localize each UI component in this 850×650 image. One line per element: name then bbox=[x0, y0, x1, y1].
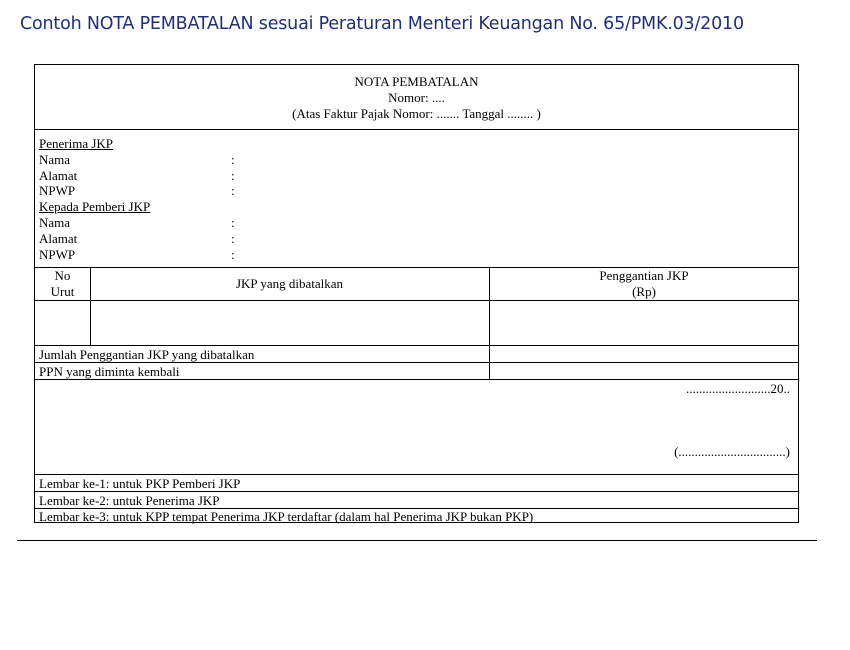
bottom-rule bbox=[17, 540, 817, 541]
col-penggantian-label-2: (Rp) bbox=[632, 284, 656, 299]
pemberi-alamat-colon: : bbox=[231, 231, 235, 246]
penerima-npwp-label: NPWP bbox=[39, 183, 76, 198]
summary-row-divider bbox=[35, 362, 798, 363]
form-atas-faktur: (Atas Faktur Pajak Nomor: ....... Tanggal ........ ) bbox=[292, 106, 541, 121]
penerima-nama-label: Nama bbox=[39, 152, 71, 167]
lembar-divider-1 bbox=[35, 491, 798, 492]
col-no-label-2: Urut bbox=[50, 284, 75, 299]
pemberi-npwp-colon: : bbox=[231, 247, 235, 262]
penerima-nama-colon: : bbox=[231, 152, 235, 167]
pemberi-heading: Kepada Pemberi JKP bbox=[39, 199, 151, 214]
divider-header bbox=[35, 129, 798, 130]
pemberi-nama-colon: : bbox=[231, 215, 235, 230]
penerima-alamat-label: Alamat bbox=[39, 168, 78, 183]
col-no-label-1: No bbox=[54, 268, 71, 283]
lembar-3: Lembar ke-3: untuk KPP tempat Penerima JKP terdaftar (dalam hal Penerima JKP bukan PKP) bbox=[39, 509, 534, 524]
signature-date-line: ..........................20.. bbox=[686, 381, 790, 396]
penerima-alamat-colon: : bbox=[231, 168, 235, 183]
penerima-heading: Penerima JKP bbox=[39, 136, 114, 151]
table-data-row-bottom bbox=[35, 345, 798, 346]
lembar-1: Lembar ke-1: untuk PKP Pemberi JKP bbox=[39, 476, 241, 491]
summary-jumlah-label: Jumlah Penggantian JKP yang dibatalkan bbox=[39, 347, 255, 362]
summary-ppn-label: PPN yang diminta kembali bbox=[39, 364, 180, 379]
summary-bottom bbox=[35, 379, 798, 380]
form-nomor: Nomor: .... bbox=[388, 90, 445, 105]
col-penggantian-label-1: Penggantian JKP bbox=[599, 268, 689, 283]
lembar-2: Lembar ke-2: untuk Penerima JKP bbox=[39, 493, 220, 508]
pemberi-alamat-label: Alamat bbox=[39, 231, 78, 246]
table-header-bottom bbox=[35, 300, 798, 301]
form-title: NOTA PEMBATALAN bbox=[354, 74, 479, 89]
divider-lembar-top bbox=[35, 474, 798, 475]
pemberi-nama-label: Nama bbox=[39, 215, 71, 230]
nota-pembatalan-form bbox=[34, 64, 799, 523]
page-title: Contoh NOTA PEMBATALAN sesuai Peraturan Menteri Keuangan No. 65/PMK.03/2010 bbox=[20, 14, 744, 34]
penerima-npwp-colon: : bbox=[231, 183, 235, 198]
signature-name-line: (.................................) bbox=[674, 444, 790, 459]
col-jkp-label: JKP yang dibatalkan bbox=[235, 276, 344, 291]
pemberi-npwp-label: NPWP bbox=[39, 247, 76, 262]
